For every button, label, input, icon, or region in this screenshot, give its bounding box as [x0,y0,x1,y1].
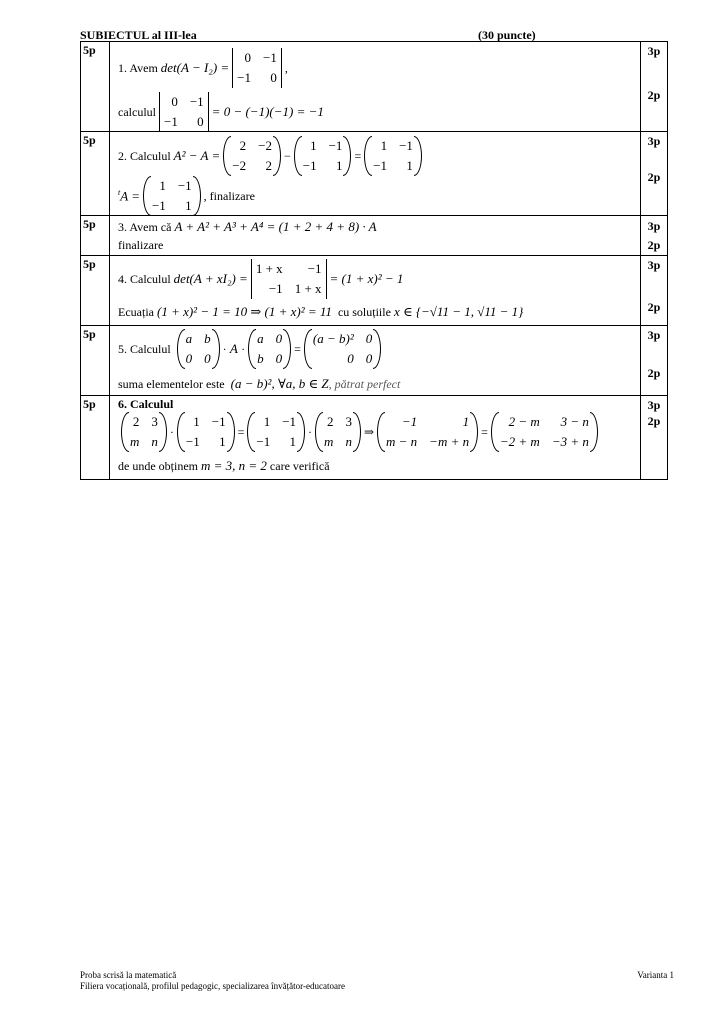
table-row: 5p 1. Avem det(A − I₂) = 0 −1 −1 0 , calculul 0 −1 −1 0 = 0 − (−1)(−1) = −1 3p 2p [81,42,668,132]
row-points: 5p [81,326,110,396]
matrix: 2 3 m n [315,412,361,452]
item-label: 2. Calculul [118,148,171,163]
matrix: 2 − m 3 − n −2 + m −3 + n [491,412,598,452]
item-note: , pătrat perfect [328,376,401,391]
score: 2p [647,170,661,184]
row-points: 5p [81,132,110,216]
matrix: 1 −1 −1 1 [177,412,235,452]
item-label: 5. Calculul [118,341,171,356]
score: 2p [647,238,661,252]
formula: A² − A = [173,148,221,163]
row-points: 5p [81,216,110,256]
matrix: 1 −1 −1 1 [294,136,352,176]
score: 2p [647,366,661,380]
item-label: calculul [118,104,156,119]
item-text: care verifică [269,458,330,473]
section-title: SUBIECTUL al III-lea [80,28,197,42]
row-points: 5p [81,396,110,480]
item-label: 6. Calculul [118,397,174,411]
determinant: 1 + x −1 −1 1 + x [251,259,327,299]
score: 3p [647,258,661,272]
formula: x ∈ {−√11 − 1, √11 − 1} [393,304,524,319]
table-row: 5p 5. Calculul a b 0 0 · A · a 0 b 0 = (a − b)² 0 0 0 suma elementelor este (a − b)², ∀a, b ∈ Z , pătrat perfect 3p 2p [81,326,668,396]
item-text: cu soluțiile [337,304,391,319]
determinant: 0 −1 −1 0 [232,48,282,88]
item-label: Ecuația [118,304,154,319]
table-row [81,256,668,326]
page-footer [80,970,674,992]
item-label: 4. Calculul [118,271,171,286]
table-row [81,216,668,256]
matrix: 1 −1 −1 1 [364,136,422,176]
matrix: 2 −2 −2 2 [223,136,281,176]
score: 2p [647,414,661,428]
formula: m = 3, n = 2 [200,458,267,473]
score: 3p [647,219,661,233]
matrix: −1 1 m − n −m + n [377,412,478,452]
matrix: 2 3 m n [121,412,167,452]
matrix: a 0 b 0 [248,329,291,369]
matrix: 1 −1 −1 1 [143,176,201,216]
matrix: 1 −1 −1 1 [247,412,305,452]
matrix: (a − b)² 0 0 0 [304,329,381,369]
formula: det(A − I₂) = [160,60,230,75]
formula: (a − b)², ∀a, b ∈ Z [230,376,329,391]
footer-line-1: Proba scrisă la matematică [80,970,177,980]
formula: (1 + x)² − 1 = 10 ⇒ (1 + x)² = 11 [156,304,332,319]
table-row: 5p 6. Calculul 2 3 m n · 1 −1 −1 1 = 1 −1 −1 1 · 2 3 m n ⇒ −1 1 m − n −m + n = 2 − m 3 − n −2 + m −3 + n de unde obținem m = 3, n = 2 care verifică 3p 2p [81,396,668,480]
footer-variant: Varianta 1 [637,970,674,980]
footer-line-2: Filiera vocațională, profilul pedagogic, specializarea învățător-educatoare [80,981,345,991]
score: 2p [647,88,661,102]
item-text: finalizare [118,238,164,252]
grading-table [80,41,668,480]
row-points: 5p [81,256,110,326]
item-text: , finalizare [203,188,255,203]
table-row: 5p 2. Calculul A² − A = 2 −2 −2 2 − 1 −1 −1 1 = 1 −1 −1 1 $^t$A = 1 −1 −1 1 , finalizare 3p 2p [81,132,668,216]
score: 3p [647,44,661,58]
score: 2p [647,300,661,314]
score: 3p [647,398,661,412]
section-points: (30 puncte) [478,28,536,42]
formula: = 0 − (−1)(−1) = −1 [211,104,324,119]
item-text: suma elementelor este [118,376,225,391]
item-label: 1. Avem [118,60,158,75]
item-text: de unde obținem [118,458,198,473]
formula: = (1 + x)² − 1 [329,271,404,286]
row-points: 5p [81,42,110,132]
formula: A + A² + A³ + A⁴ = (1 + 2 + 4 + 8) · A [174,219,377,234]
matrix: a b 0 0 [177,329,220,369]
determinant: 0 −1 −1 0 [159,92,209,132]
score: 3p [647,134,661,148]
item-label: 3. Avem că [118,219,172,234]
score: 3p [647,328,661,342]
section-header [80,28,640,42]
formula: det(A + xI₂) = [173,271,248,286]
